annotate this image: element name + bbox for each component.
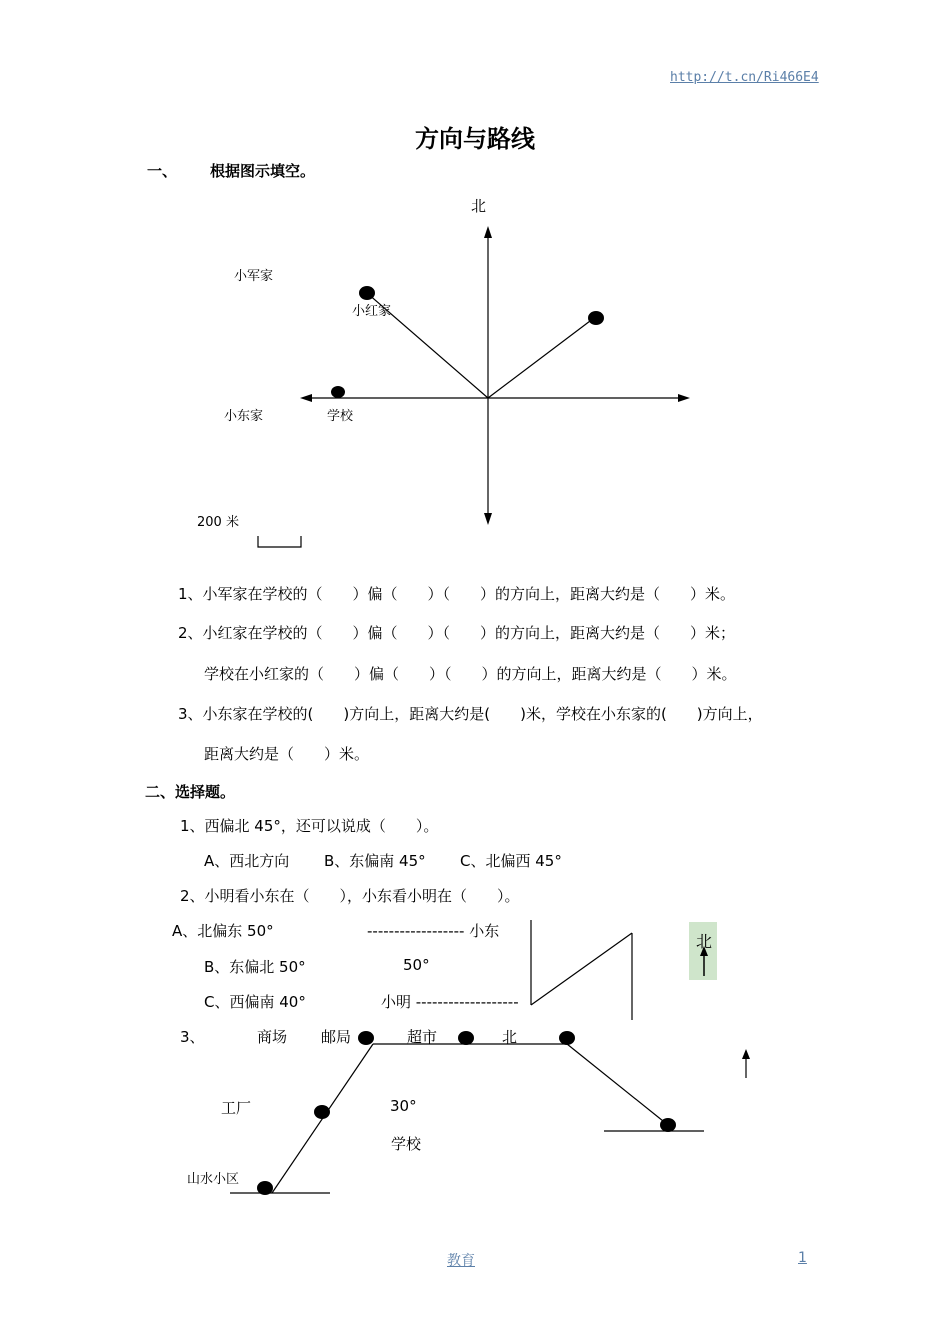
ray-to-xiaohong <box>488 318 594 398</box>
community-point <box>257 1181 273 1195</box>
s2-question-3: 3、 <box>180 1028 205 1046</box>
scale-label: 200 米 <box>197 515 239 530</box>
factory-label: 工厂 <box>221 1099 252 1117</box>
s2-q2-option-a: A、北偏东 50° <box>172 922 274 940</box>
s1-question-2a: 2、小红家在学校的（ ）偏（ ）（ ）的方向上，距离大约是（ ）米； <box>178 624 736 642</box>
q3-north-arrowhead <box>742 1049 750 1059</box>
q3-north-label: 北 <box>502 1028 518 1046</box>
school-label: 学校 <box>327 409 354 424</box>
west-arrowhead <box>300 394 312 402</box>
east-arrowhead <box>678 394 690 402</box>
north-point <box>559 1031 575 1045</box>
page-title: 方向与路线 <box>415 125 535 153</box>
section2-heading: 二、选择题。 <box>145 783 236 801</box>
section1-number: 一、 <box>147 162 178 180</box>
sight-line <box>531 933 632 1005</box>
route-segment-3 <box>567 1044 668 1125</box>
xiaodong-point <box>331 386 345 398</box>
q2-fig-xiaoming-line: 小明 ------------------- <box>381 993 519 1011</box>
north-arrowhead <box>484 226 492 238</box>
post-office-label: 邮局 <box>321 1028 352 1046</box>
s2-q1-option-c: C、北偏西 45° <box>460 852 562 870</box>
q3-angle-label: 30° <box>390 1097 417 1115</box>
scale-bar <box>258 536 301 547</box>
xiaojun-point <box>359 286 375 300</box>
mall-label: 商场 <box>257 1028 288 1046</box>
market-label: 超市 <box>407 1028 438 1046</box>
header-link[interactable]: http://t.cn/Ri466E4 <box>670 70 819 85</box>
factory-point <box>314 1105 330 1119</box>
q2-fig-xiaodong-line: ------------------ 小东 <box>367 922 500 940</box>
xiaohong-label: 小红家 <box>352 304 392 319</box>
post-office-point <box>358 1031 374 1045</box>
xiaojun-label: 小军家 <box>234 269 274 284</box>
footer-center-link[interactable]: 教育 <box>447 1253 475 1269</box>
xiaodong-label: 小东家 <box>224 409 264 424</box>
s2-q1-option-a: A、西北方向 <box>204 852 290 870</box>
s2-q2-option-b: B、东偏北 50° <box>204 958 306 976</box>
s1-question-3b: 距离大约是（ ）米。 <box>204 745 370 763</box>
school-point <box>660 1118 676 1132</box>
north-label: 北 <box>471 197 487 215</box>
xiaohong-point <box>588 311 604 325</box>
s2-q1-option-b: B、东偏南 45° <box>324 852 426 870</box>
s1-question-3a: 3、小东家在学校的( )方向上，距离大约是( )米，学校在小东家的( )方向上， <box>178 705 763 723</box>
s1-question-1: 1、小军家在学校的（ ）偏（ ）（ ）的方向上，距离大约是（ ）米。 <box>178 585 736 603</box>
community-label: 山水小区 <box>187 1172 240 1187</box>
s1-question-2b: 学校在小红家的（ ）偏（ ）（ ）的方向上，距离大约是（ ）米。 <box>204 665 737 683</box>
s2-question-1: 1、西偏北 45°，还可以说成（ ）。 <box>180 817 439 835</box>
page-number[interactable]: 1 <box>798 1250 807 1266</box>
s2-q2-option-c: C、西偏南 40° <box>204 993 306 1011</box>
market-point <box>458 1031 474 1045</box>
section1-heading: 根据图示填空。 <box>210 162 316 180</box>
south-arrowhead <box>484 513 492 525</box>
s2-question-2: 2、小明看小东在（ ），小东看小明在（ ）。 <box>180 887 520 905</box>
q2-north-label: 北 <box>696 932 713 951</box>
q2-fig-angle: 50° <box>403 956 430 974</box>
q3-school-label: 学校 <box>391 1135 422 1153</box>
